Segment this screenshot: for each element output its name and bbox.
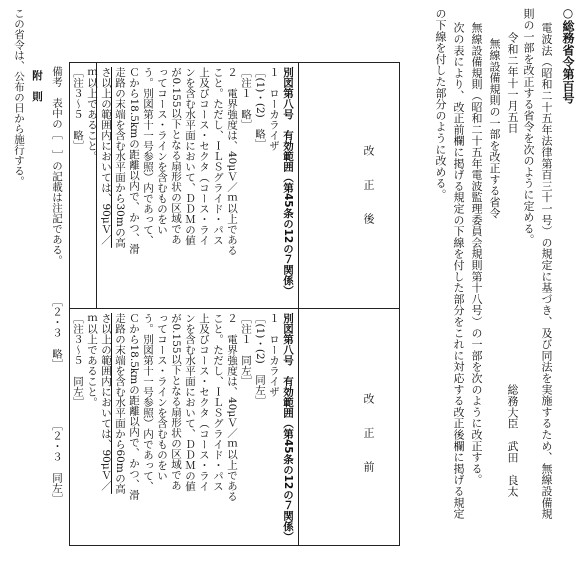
signer-line: 総務大臣 武田 良太: [506, 384, 519, 497]
after-header: 改 正 後: [362, 145, 375, 230]
remark-before-23: ［２・３ 同左］: [51, 420, 63, 504]
before-line: ［(1)・(2) 同左］: [254, 313, 266, 406]
after-line: １ ローカライザ: [268, 67, 280, 151]
after-line: 上及びコース・セクタ（コース・ライ: [198, 67, 210, 246]
after-line: ［注１ 略］: [240, 67, 252, 130]
before-line: 別図第八号 有効範囲（第45条の12の７関係）: [282, 313, 294, 542]
after-line: 別図第八号 有効範囲（第45条の12の７関係）: [282, 67, 294, 296]
supplementary-heading: 附 則: [31, 70, 43, 102]
before-line: が0.155以下となる扇形状の区域であ: [170, 313, 182, 491]
body-line-2: 次の表により、改正前欄に掲げる規定の下線を付した部分をこれに対応する改正後欄に掲げる規定: [452, 22, 465, 520]
before-line: さ以上の範囲内においては、90μＶ／: [100, 313, 112, 491]
after-line-changed: 走路の末端を含む水平面から30mの高: [114, 67, 126, 248]
after-line: さ以上の範囲内においては、90μＶ／: [100, 67, 112, 245]
intro-line-1: 電波法（昭和二十五年法律第百三十一号）の規定に基づき、及び同法を実施するため、無線設備規: [540, 22, 553, 520]
before-line-changed: 走路の末端を含む水平面から60mの高: [114, 313, 126, 494]
header-column-divider: [298, 63, 299, 545]
before-line: ［注１ 同左］: [240, 313, 252, 387]
body-line-1: 無線設備規則（昭和二十五年電波監理委員会規則第十八号）の一部を次のように改正する。: [470, 22, 483, 486]
comparison-table: [69, 62, 400, 546]
date-line: 令和二年十一月五日: [506, 32, 519, 134]
before-content: [70, 309, 298, 546]
after-line: こと。ただし、ＩＬＳグライド・パス: [212, 67, 224, 246]
after-line: Ｃから18.5kmの距離以内で、かつ、滑: [128, 67, 140, 254]
remark-note: 備考 表中の［ ］の記載は注記である。: [51, 66, 63, 266]
after-line: う。別図第十一号参照）内であって、: [142, 67, 154, 246]
after-line: ｍ以上であること。: [86, 67, 98, 162]
after-content: [70, 63, 298, 308]
body-line-3: の下線を付した部分のように改める。: [434, 8, 447, 201]
before-header: 改 正 前: [362, 393, 375, 478]
before-line: ｍ以上であること。: [86, 313, 98, 408]
before-line: ンを含む水平面において、ＤＤＭの値: [184, 313, 196, 492]
before-line: Ｃから18.5kmの距離以内で、かつ、滑: [128, 313, 140, 500]
after-line: が0.155以下となる扇形状の区域であ: [170, 67, 182, 245]
intro-line-2: 則の一部を改正する省令を次のように定める。: [522, 8, 535, 246]
after-line: ンを含む水平面において、ＤＤＭの値: [184, 67, 196, 246]
supplementary-text: この省令は、公布の日から施行する。: [13, 8, 25, 187]
before-line: １ ローカライザ: [268, 313, 280, 397]
before-line: ［注３～５ 同左］: [72, 313, 84, 408]
remark-after-23: ［２・３ 略］: [51, 296, 63, 370]
before-line: ってコース・ラインを含むものをい: [156, 313, 168, 481]
after-line: ［(1)・(2) 略］: [254, 67, 266, 150]
before-line: ２ 電界強度は、40μＶ／ｍ以上である: [226, 313, 238, 502]
after-line: ってコース・ラインを含むものをい: [156, 67, 168, 235]
before-line: こと。ただし、ＩＬＳグライド・パス: [212, 313, 224, 492]
after-line: ［注３～５ 略］: [72, 67, 84, 151]
after-remark: [69, 63, 96, 308]
ordinance-title: ○総務省令第百号: [561, 6, 575, 104]
subtitle-line: 無線設備規則の一部を改正する省令: [488, 38, 501, 219]
after-line: ２ 電界強度は、40μＶ／ｍ以上である: [226, 67, 238, 256]
before-line: う。別図第十一号参照）内であって、: [142, 313, 154, 492]
before-line: 上及びコース・セクタ（コース・ライ: [198, 313, 210, 492]
